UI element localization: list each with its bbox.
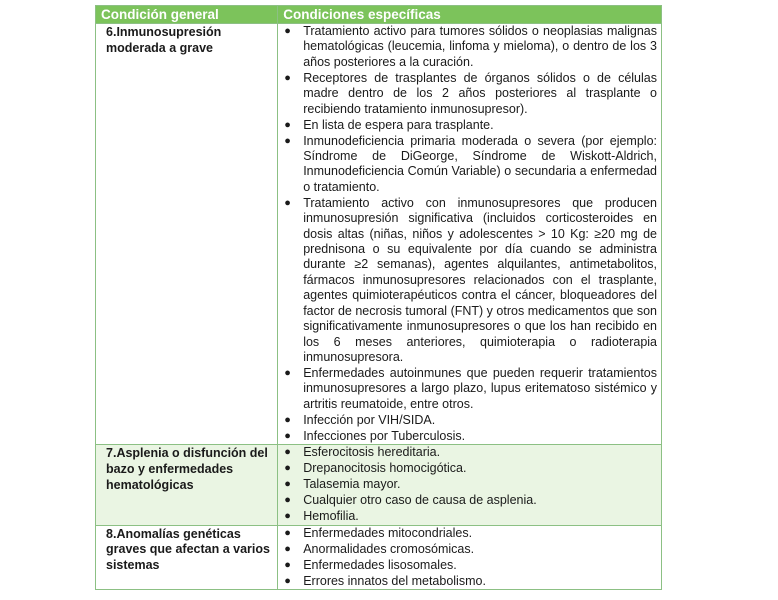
list-item xyxy=(278,493,657,508)
list-item-text: Receptores de trasplantes de órganos sólidos o de células madre dentro de los 2 años posteriores al trasplante o recibiendo tratamiento inmunosupresor). xyxy=(303,70,657,116)
conditions-table xyxy=(95,5,662,590)
list-item xyxy=(278,445,657,460)
bullet-icon: ● xyxy=(284,526,291,539)
bullet-icon: ● xyxy=(284,574,291,587)
specific-conditions-list xyxy=(278,24,657,444)
list-item-text: Infección por VIH/SIDA. xyxy=(303,412,436,427)
bullet-icon: ● xyxy=(284,542,291,555)
condition-number: 6. xyxy=(106,25,117,39)
condition-name: Inmunosupresión moderada a grave xyxy=(106,25,222,55)
bullet-icon: ● xyxy=(284,446,291,459)
bullet-icon: ● xyxy=(284,494,291,507)
list-item xyxy=(278,196,657,365)
bullet-icon: ● xyxy=(284,134,291,147)
list-item xyxy=(278,429,657,444)
bullet-icon: ● xyxy=(284,25,291,37)
bullet-icon: ● xyxy=(284,366,291,379)
list-item xyxy=(278,413,657,428)
list-item-text: Tratamiento activo con inmunosupresores que producen inmunosupresión significativa (incluidos corticosteroides en dosis altas (niñas, niños y adolescentes > 10 Kg: ≥20 mg de prednisona o su equivalente por día cuando se administra durante ≥2 semanas), agentes alquilantes, antimetabolitos, fármacos inmunosupresores relacionados con el trasplante, agentes quimioterapéuticos contra el cáncer, bloqueadores del factor de necrosis tumoral (FNT) y otros medicamentos que son significativamente inmunosupresores o que los han recibido en los 6 meses anteriores, quimioterapia o radioterapia inmunosupresora. xyxy=(303,195,657,364)
list-item xyxy=(278,574,657,589)
header-specific-conditions: Condiciones específicas xyxy=(278,6,662,24)
bullet-icon: ● xyxy=(284,510,291,523)
general-condition-cell xyxy=(96,525,278,589)
list-item xyxy=(278,477,657,492)
list-item xyxy=(278,526,657,541)
list-item xyxy=(278,542,657,557)
specific-conditions-cell xyxy=(278,445,662,525)
header-general-condition: Condición general xyxy=(96,6,278,24)
list-item-text: Talasemia mayor. xyxy=(303,477,401,492)
bullet-icon: ● xyxy=(284,478,291,491)
list-item-text: Drepanocitosis homocigótica. xyxy=(303,461,467,476)
bullet-icon: ● xyxy=(284,118,291,131)
list-item xyxy=(278,366,657,412)
specific-conditions-cell xyxy=(278,525,662,589)
bullet-icon: ● xyxy=(284,413,291,426)
list-item-text: En lista de espera para trasplante. xyxy=(303,117,494,132)
condition-number: 8. xyxy=(106,526,117,541)
list-item-text: Esferocitosis hereditaria. xyxy=(303,445,441,460)
bullet-icon: ● xyxy=(284,558,291,571)
specific-conditions-cell xyxy=(278,24,662,445)
bullet-icon: ● xyxy=(284,196,291,209)
table-row xyxy=(96,525,662,589)
table-header-row xyxy=(96,6,662,24)
bullet-icon: ● xyxy=(284,462,291,475)
list-item-text: Inmunodeficiencia primaria moderada o severa (por ejemplo: Síndrome de DiGeorge, Síndrome de Wiskott-Aldrich, Inmunodeficiencia Común Variable) o secundaria a enfermedad o tratamiento. xyxy=(303,133,657,194)
condition-number: 7. xyxy=(106,446,117,461)
list-item xyxy=(278,134,657,196)
specific-conditions-list xyxy=(278,445,657,524)
general-condition-cell xyxy=(96,24,278,445)
list-item xyxy=(278,118,657,133)
list-item-text: Anormalidades cromosómicas. xyxy=(303,541,475,556)
list-item xyxy=(278,71,657,117)
specific-conditions-list xyxy=(278,526,657,589)
list-item-text: Enfermedades mitocondriales. xyxy=(303,525,473,540)
list-item-text: Enfermedades autoinmunes que pueden requerir tratamientos inmunosupresores a largo plazo, lupus eritematoso sistémico y artritis reumatoide, entre otros. xyxy=(303,365,657,411)
list-item xyxy=(278,24,657,70)
list-item-text: Infecciones por Tuberculosis. xyxy=(303,428,466,443)
bullet-icon: ● xyxy=(284,429,291,442)
table-row xyxy=(96,24,662,445)
list-item-text: Enfermedades lisosomales. xyxy=(303,557,457,572)
list-item xyxy=(278,461,657,476)
list-item-text: Tratamiento activo para tumores sólidos o neoplasias malignas hematológicas (leucemia, linfoma y mieloma), o dentro de los 3 años posteriores a la curación. xyxy=(303,24,657,69)
list-item-text: Hemofilia. xyxy=(303,509,359,524)
bullet-icon: ● xyxy=(284,71,291,84)
general-condition-cell xyxy=(96,445,278,525)
table-row xyxy=(96,445,662,525)
list-item-text: Cualquier otro caso de causa de asplenia. xyxy=(303,493,537,508)
condition-name: Anomalías genéticas graves que afectan a varios sistemas xyxy=(106,526,270,573)
list-item-text: Errores innatos del metabolismo. xyxy=(303,573,486,588)
condition-name: Asplenia o disfunción del bazo y enfermedades hematológicas xyxy=(106,446,268,492)
list-item xyxy=(278,509,657,524)
list-item xyxy=(278,558,657,573)
